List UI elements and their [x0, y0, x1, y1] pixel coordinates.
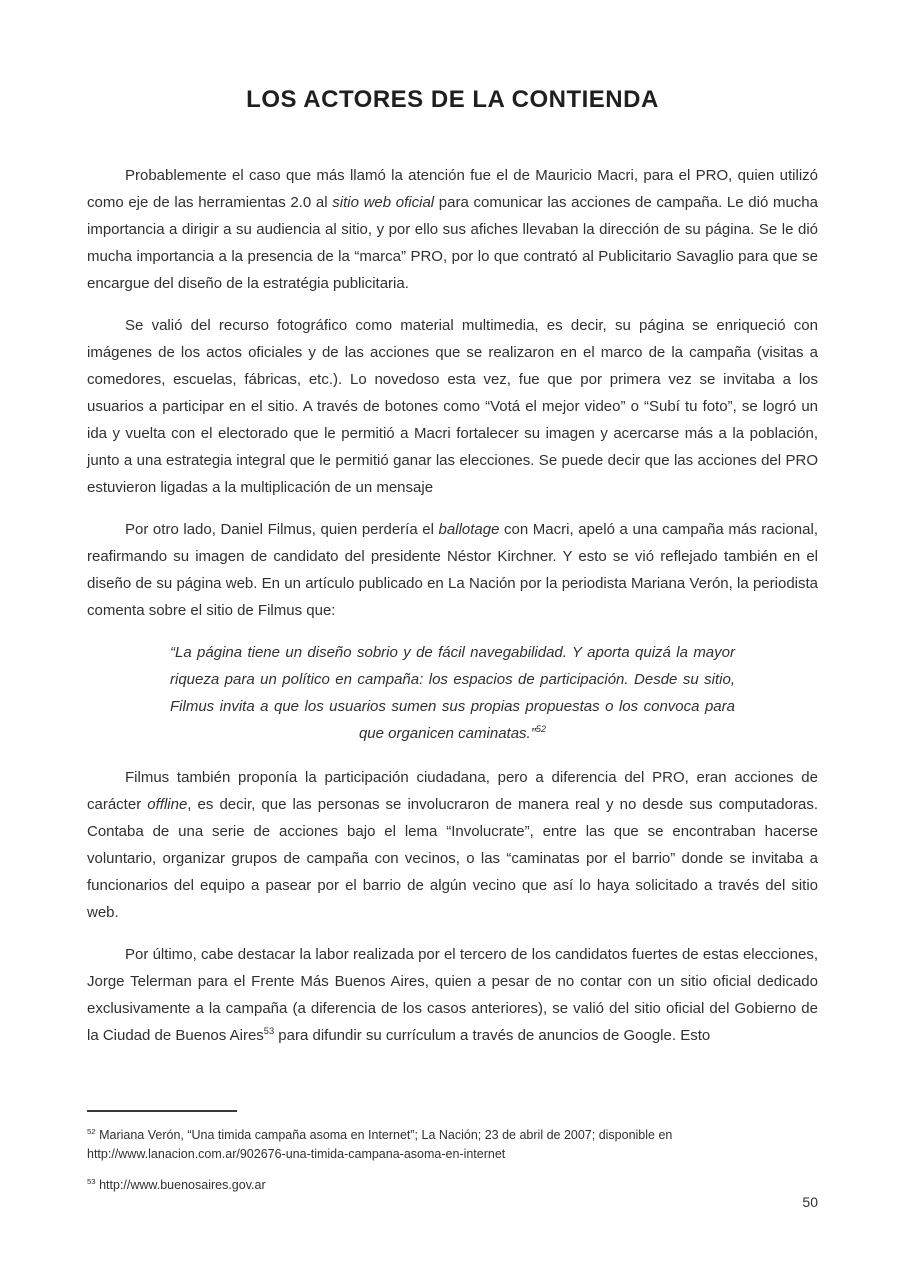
- footnote-separator: [87, 1110, 237, 1112]
- footnote-marker: 52: [87, 1126, 96, 1136]
- text-run: Filmus también proponía la participación ciudadana, pero a diferencia del PRO, eran acciones de carácter: [87, 769, 818, 813]
- text-run: “La página tiene un diseño sobrio y de fácil navegabilidad. Y aporta quizá la mayor riqueza para un político en campaña: los espacios de participación. Desde su sitio, Filmus invita a que los usuarios sumen sus propias propuestas o los convoca para que organicen caminatas.”: [170, 644, 735, 742]
- text-run: http://www.buenosaires.gov.ar: [95, 1178, 266, 1192]
- text-run: Por último, cabe destacar la labor realizada por el tercero de los candidatos fuertes de estas elecciones, Jorge Telerman para el Frente Más Buenos Aires, quien a pesar de no contar con un sitio oficial dedicado exclusivamente a la campaña (a diferencia de los casos anteriores), se valió del sitio oficial del Gobierno de la Ciudad de Buenos Aires: [87, 946, 818, 1044]
- page-title: LOS ACTORES DE LA CONTIENDA: [246, 86, 659, 113]
- paragraph-telerman: [87, 941, 818, 1049]
- text-run: Probablemente el caso que más llamó la atención fue el de Mauricio Macri, para el PRO, quien utilizó como eje de las herramientas 2.0 al: [87, 167, 818, 211]
- text-run: sitio web oficial: [332, 194, 435, 211]
- footnote-marker: 53: [263, 1026, 275, 1036]
- paragraph-filmus-intro: [87, 516, 818, 624]
- footnote-marker: 52: [535, 724, 547, 734]
- text-run: para difundir su currículum a través de anuncios de Google. Esto: [274, 1027, 711, 1044]
- text-run: con Macri, apeló a una campaña más racional, reafirmando su imagen de candidato del presidente Néstor Kirchner. Y esto se vió reflejado también en el diseño de su página web. En un artículo publicado en La Nación por la periodista Mariana Verón, la periodista comenta sobre el sitio de Filmus que:: [87, 521, 818, 619]
- footnote-52: [87, 1126, 818, 1164]
- paragraph-recurso-fotografico: [87, 312, 818, 501]
- paragraph-macri: [87, 162, 818, 297]
- paragraph-filmus-participacion: [87, 764, 818, 926]
- text-run: ballotage: [438, 521, 500, 538]
- text-run: Por otro lado, Daniel Filmus, quien perdería el: [125, 521, 439, 538]
- page-number: 50: [802, 1194, 818, 1210]
- text-run: , es decir, que las personas se involucraron de manera real y no desde sus computadoras. Contaba de una serie de acciones bajo el lema “Involucrate”, entre las que se encontraban hacerse voluntario, organizar grupos de campaña con vecinos, o las “caminatas por el barrio” donde se invitaba a funcionarios del equipo a pasear por el barrio de algún vecino que así lo haya solicitado a través del sitio web.: [87, 796, 818, 921]
- text-run: Mariana Verón, “Una timida campaña asoma en Internet”; La Nación; 23 de abril de 2007; disponible en http://www.lanacion.com.ar/902676-una-timida-campana-asoma-en-internet: [87, 1128, 673, 1161]
- text-run: Se valió del recurso fotográfico como material multimedia, es decir, su página se enriqueció con imágenes de los actos oficiales y de las acciones que se realizaron en el marco de la campaña (visitas a comedores, escuelas, fábricas, etc.). Lo novedoso esta vez, fue que por primera vez se invitaba a los usuarios a participar en el sitio. A través de botones como “Votá el mejor video” o “Subí tu foto”, se logró un ida y vuelta con el electorado que le permitió a Macri fortalecer su imagen y acercarse más a la población, junto a una estrategia integral que le permitió ganar las elecciones. Se puede decir que las acciones del PRO estuvieron ligadas a la multiplicación de un mensaje: [87, 317, 818, 496]
- footnotes-section: [87, 1110, 818, 1207]
- footnote-marker: 53: [87, 1176, 96, 1186]
- text-run: offline: [147, 796, 188, 813]
- blockquote-la-nacion: [170, 639, 735, 747]
- text-run: para comunicar las acciones de campaña. Le dió mucha importancia a dirigir a su audiencia al sitio, y por ello sus afiches llevaban la dirección de su página. Se le dió mucha importancia a la presencia de la “marca” PRO, por lo que contrató al Publicitario Savaglio para que se encargue del diseño de la estratégia publicitaria.: [87, 194, 818, 292]
- footnote-53: [87, 1176, 818, 1195]
